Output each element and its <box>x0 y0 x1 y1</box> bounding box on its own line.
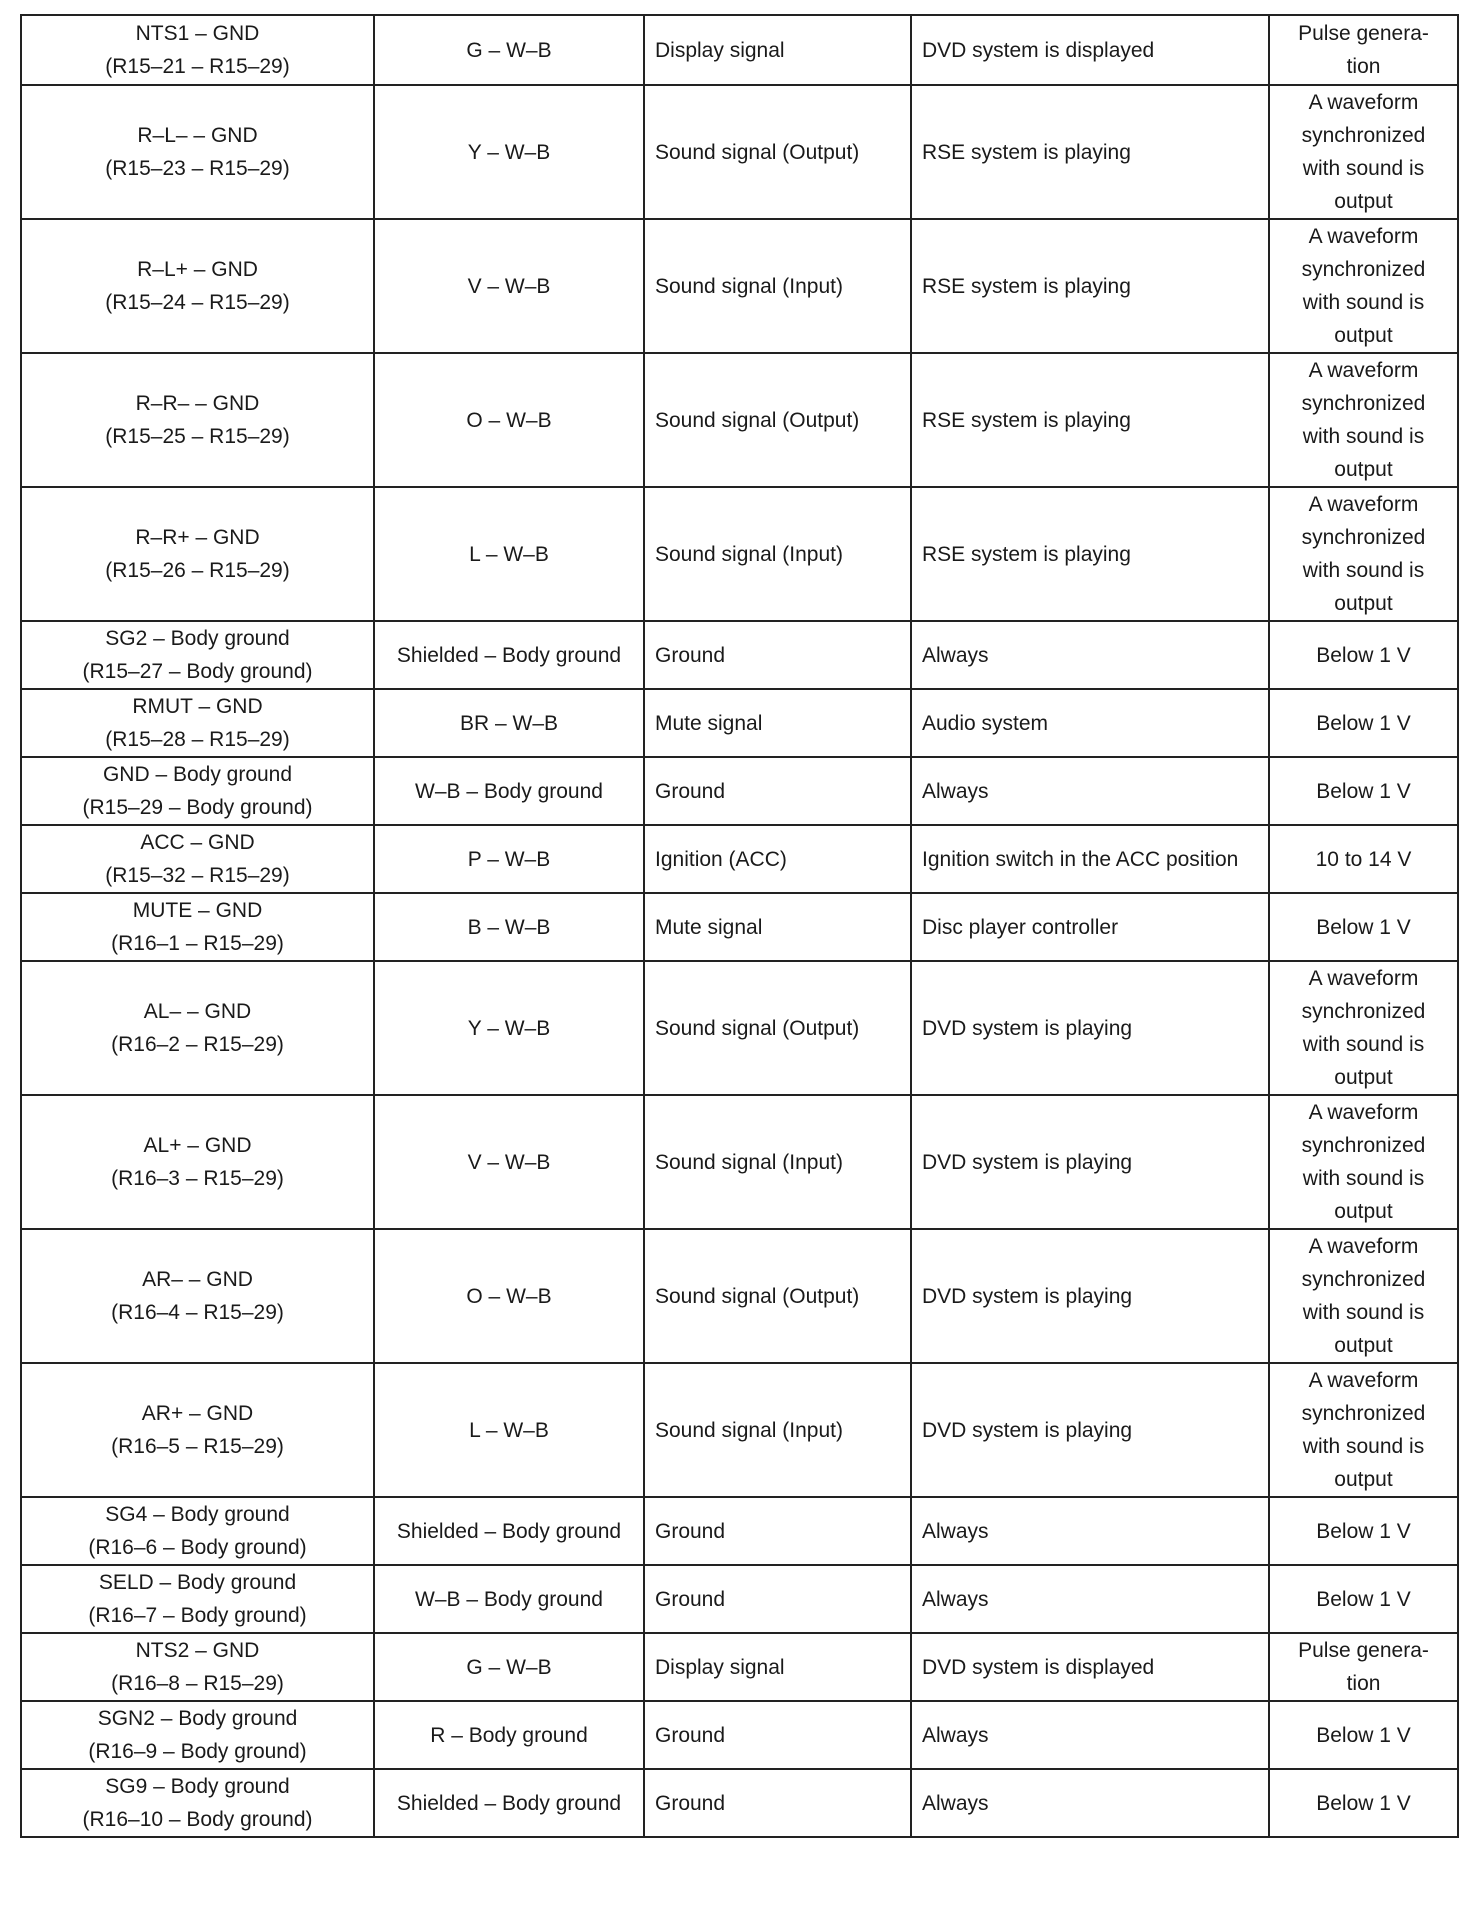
terminal-line: SG4 – Body ground <box>105 1503 290 1526</box>
terminal-cell <box>21 85 374 219</box>
terminal-line: (R16–3 – R15–29) <box>111 1167 284 1190</box>
specified-condition-cell <box>1269 353 1458 487</box>
terminal-cell <box>21 621 374 689</box>
table-row <box>21 825 1458 893</box>
description-text: Sound signal (Input) <box>655 542 843 566</box>
spec-line: synchronized <box>1301 124 1426 147</box>
table-row <box>21 1633 1458 1701</box>
condition-text: DVD system is playing <box>922 1150 1133 1174</box>
terminal-line: MUTE – GND <box>132 899 263 922</box>
wire-text: W–B – Body ground <box>415 1587 603 1611</box>
spec-line: output <box>1334 458 1393 481</box>
specified-condition-cell <box>1269 621 1458 689</box>
condition-cell <box>911 219 1269 353</box>
terminal-cell <box>21 1497 374 1565</box>
description-cell <box>644 757 911 825</box>
spec-line: Below 1 V <box>1316 1723 1411 1747</box>
spec-line: Below 1 V <box>1316 1519 1411 1543</box>
wiring-color-cell <box>374 353 644 487</box>
spec-line: A waveform <box>1308 1369 1419 1392</box>
table-row <box>21 1095 1458 1229</box>
spec-line: A waveform <box>1308 91 1419 114</box>
table-row <box>21 689 1458 757</box>
wire-text: Shielded – Body ground <box>396 1519 622 1543</box>
condition-text: Disc player controller <box>922 915 1119 939</box>
description-cell <box>644 1633 911 1701</box>
description-cell <box>644 689 911 757</box>
description-cell <box>644 1565 911 1633</box>
spec-line: output <box>1334 592 1393 615</box>
condition-cell <box>911 1633 1269 1701</box>
terminal-line: R–R– – GND <box>135 392 260 415</box>
wire-text: BR – W–B <box>459 711 559 735</box>
spec-line: tion <box>1346 55 1381 78</box>
terminal-cell <box>21 1363 374 1497</box>
condition-text: Always <box>922 1587 989 1611</box>
condition-cell <box>911 689 1269 757</box>
table-row <box>21 353 1458 487</box>
spec-line: synchronized <box>1301 1000 1426 1023</box>
terminal-line: NTS2 – GND <box>135 1639 260 1662</box>
spec-line: with sound is <box>1302 1167 1425 1190</box>
wire-text: G – W–B <box>466 1655 552 1679</box>
wire-text: O – W–B <box>466 408 552 432</box>
description-text: Sound signal (Input) <box>655 274 843 298</box>
wiring-color-cell <box>374 1769 644 1837</box>
description-text: Ignition (ACC) <box>655 847 787 871</box>
specified-condition-cell <box>1269 85 1458 219</box>
specified-condition-cell <box>1269 1363 1458 1497</box>
condition-cell <box>911 1229 1269 1363</box>
description-text: Sound signal (Output) <box>655 140 860 164</box>
condition-cell <box>911 961 1269 1095</box>
terminal-line: AL– – GND <box>143 1000 252 1023</box>
terminal-line: (R15–25 – R15–29) <box>105 425 290 448</box>
terminal-line: (R15–28 – R15–29) <box>105 728 290 751</box>
wire-text: W–B – Body ground <box>415 779 603 803</box>
condition-text: Always <box>922 779 989 803</box>
table-body <box>21 15 1458 1837</box>
wire-text: O – W–B <box>466 1284 552 1308</box>
description-cell <box>644 1229 911 1363</box>
wiring-color-cell <box>374 825 644 893</box>
specified-condition-cell <box>1269 1565 1458 1633</box>
spec-line: tion <box>1346 1672 1381 1695</box>
condition-text: DVD system is displayed <box>922 1655 1155 1679</box>
specified-condition-cell <box>1269 893 1458 961</box>
wiring-color-cell <box>374 893 644 961</box>
description-text: Ground <box>655 1519 726 1543</box>
specified-condition-cell <box>1269 1229 1458 1363</box>
terminal-line: ACC – GND <box>140 831 255 854</box>
description-text: Mute signal <box>655 711 763 735</box>
spec-line: with sound is <box>1302 157 1425 180</box>
terminal-spec-table <box>20 14 1459 1838</box>
condition-cell <box>911 487 1269 621</box>
description-text: Sound signal (Output) <box>655 1284 860 1308</box>
table-row <box>21 219 1458 353</box>
terminal-line: (R16–10 – Body ground) <box>82 1808 313 1831</box>
condition-cell <box>911 15 1269 85</box>
description-cell <box>644 353 911 487</box>
spec-line: A waveform <box>1308 967 1419 990</box>
wire-text: Shielded – Body ground <box>396 643 622 667</box>
terminal-line: (R15–21 – R15–29) <box>105 55 290 78</box>
spec-line: Below 1 V <box>1316 711 1411 735</box>
wiring-color-cell <box>374 1565 644 1633</box>
wire-text: Shielded – Body ground <box>396 1791 622 1815</box>
specified-condition-cell <box>1269 689 1458 757</box>
condition-cell <box>911 1497 1269 1565</box>
condition-text: RSE system is playing <box>922 408 1131 432</box>
terminal-line: (R16–1 – R15–29) <box>111 932 284 955</box>
spec-line: Below 1 V <box>1316 779 1411 803</box>
table-row <box>21 621 1458 689</box>
terminal-line: (R16–6 – Body ground) <box>88 1536 307 1559</box>
condition-cell <box>911 1769 1269 1837</box>
spec-line: with sound is <box>1302 1033 1425 1056</box>
wiring-color-cell <box>374 1229 644 1363</box>
terminal-cell <box>21 1633 374 1701</box>
condition-cell <box>911 621 1269 689</box>
terminal-cell <box>21 1095 374 1229</box>
spec-line: A waveform <box>1308 1235 1419 1258</box>
specified-condition-cell <box>1269 1701 1458 1769</box>
condition-text: Always <box>922 1791 989 1815</box>
terminal-line: (R16–4 – R15–29) <box>111 1301 284 1324</box>
description-text: Display signal <box>655 1655 785 1679</box>
spec-line: output <box>1334 1334 1393 1357</box>
terminal-line: AR– – GND <box>142 1268 253 1291</box>
condition-cell <box>911 85 1269 219</box>
table-row <box>21 15 1458 85</box>
specified-condition-cell <box>1269 1769 1458 1837</box>
wire-text: V – W–B <box>467 274 551 298</box>
terminal-line: (R16–7 – Body ground) <box>88 1604 307 1627</box>
table-row <box>21 1565 1458 1633</box>
description-text: Ground <box>655 643 726 667</box>
terminal-line: (R16–9 – Body ground) <box>88 1740 307 1763</box>
wire-text: G – W–B <box>466 38 552 62</box>
description-cell <box>644 961 911 1095</box>
description-cell <box>644 621 911 689</box>
condition-cell <box>911 1701 1269 1769</box>
wire-text: L – W–B <box>469 542 549 566</box>
terminal-cell <box>21 689 374 757</box>
spec-line: Below 1 V <box>1316 915 1411 939</box>
condition-text: DVD system is playing <box>922 1418 1133 1442</box>
spec-line: A waveform <box>1308 493 1419 516</box>
specified-condition-cell <box>1269 219 1458 353</box>
terminal-line: RMUT – GND <box>132 695 263 718</box>
description-text: Ground <box>655 1723 726 1747</box>
description-cell <box>644 893 911 961</box>
terminal-cell <box>21 219 374 353</box>
spec-line: 10 to 14 V <box>1315 847 1412 871</box>
wiring-color-cell <box>374 961 644 1095</box>
description-text: Sound signal (Output) <box>655 1016 860 1040</box>
wiring-color-cell <box>374 1633 644 1701</box>
spec-line: Below 1 V <box>1316 1587 1411 1611</box>
specified-condition-cell <box>1269 487 1458 621</box>
wire-text: P – W–B <box>467 847 551 871</box>
description-text: Ground <box>655 1587 726 1611</box>
spec-line: A waveform <box>1308 225 1419 248</box>
spec-line: output <box>1334 1468 1393 1491</box>
terminal-cell <box>21 1565 374 1633</box>
condition-text: Audio system <box>922 711 1049 735</box>
description-cell <box>644 1497 911 1565</box>
terminal-cell <box>21 1229 374 1363</box>
description-cell <box>644 1363 911 1497</box>
table-row <box>21 85 1458 219</box>
condition-cell <box>911 353 1269 487</box>
wire-text: B – W–B <box>467 915 551 939</box>
condition-cell <box>911 825 1269 893</box>
specified-condition-cell <box>1269 1633 1458 1701</box>
spec-line: Below 1 V <box>1316 1791 1411 1815</box>
spec-line: with sound is <box>1302 1435 1425 1458</box>
spec-line: with sound is <box>1302 1301 1425 1324</box>
condition-cell <box>911 1565 1269 1633</box>
description-cell <box>644 1769 911 1837</box>
wiring-color-cell <box>374 1095 644 1229</box>
condition-text: Always <box>922 643 989 667</box>
wire-text: R – Body ground <box>430 1723 588 1747</box>
wiring-color-cell <box>374 15 644 85</box>
terminal-cell <box>21 757 374 825</box>
spec-line: Pulse genera- <box>1298 22 1429 45</box>
terminal-cell <box>21 15 374 85</box>
terminal-line: (R16–8 – R15–29) <box>111 1672 284 1695</box>
spec-line: output <box>1334 1066 1393 1089</box>
table-row <box>21 1363 1458 1497</box>
terminal-cell <box>21 1769 374 1837</box>
condition-text: RSE system is playing <box>922 140 1131 164</box>
condition-text: Always <box>922 1723 989 1747</box>
terminal-line: AR+ – GND <box>141 1402 254 1425</box>
spec-line: Pulse genera- <box>1298 1639 1429 1662</box>
spec-line: with sound is <box>1302 425 1425 448</box>
wire-text: Y – W–B <box>467 1016 551 1040</box>
terminal-line: (R16–2 – R15–29) <box>111 1033 284 1056</box>
terminal-cell <box>21 1701 374 1769</box>
terminal-line: (R15–29 – Body ground) <box>82 796 313 819</box>
table-row <box>21 1701 1458 1769</box>
condition-cell <box>911 893 1269 961</box>
wire-text: Y – W–B <box>467 140 551 164</box>
condition-text: RSE system is playing <box>922 274 1131 298</box>
spec-line: output <box>1334 1200 1393 1223</box>
table-row <box>21 893 1458 961</box>
description-cell <box>644 15 911 85</box>
terminal-line: (R15–23 – R15–29) <box>105 157 290 180</box>
spec-line: synchronized <box>1301 1134 1426 1157</box>
condition-text: Ignition switch in the ACC position <box>922 847 1239 871</box>
spec-line: synchronized <box>1301 1402 1426 1425</box>
specified-condition-cell <box>1269 1497 1458 1565</box>
terminal-line: AL+ – GND <box>143 1134 252 1157</box>
terminal-line: R–L+ – GND <box>137 258 258 281</box>
spec-line: synchronized <box>1301 1268 1426 1291</box>
description-text: Sound signal (Input) <box>655 1150 843 1174</box>
wiring-color-cell <box>374 219 644 353</box>
terminal-line: R–L– – GND <box>137 124 258 147</box>
spec-line: output <box>1334 190 1393 213</box>
terminal-line: (R15–26 – R15–29) <box>105 559 290 582</box>
wiring-color-cell <box>374 621 644 689</box>
wiring-color-cell <box>374 85 644 219</box>
description-text: Display signal <box>655 38 785 62</box>
wiring-color-cell <box>374 1497 644 1565</box>
condition-text: DVD system is playing <box>922 1284 1133 1308</box>
description-cell <box>644 1095 911 1229</box>
terminal-line: (R15–27 – Body ground) <box>82 660 313 683</box>
terminal-line: SG2 – Body ground <box>105 627 290 650</box>
specified-condition-cell <box>1269 15 1458 85</box>
description-cell <box>644 85 911 219</box>
spec-line: synchronized <box>1301 392 1426 415</box>
table-row <box>21 1229 1458 1363</box>
condition-text: RSE system is playing <box>922 542 1131 566</box>
terminal-line: SELD – Body ground <box>98 1571 297 1594</box>
spec-line: Below 1 V <box>1316 643 1411 667</box>
terminal-line: (R15–24 – R15–29) <box>105 291 290 314</box>
table-row <box>21 961 1458 1095</box>
wiring-color-cell <box>374 757 644 825</box>
description-cell <box>644 219 911 353</box>
terminal-line: SG9 – Body ground <box>105 1775 290 1798</box>
description-cell <box>644 1701 911 1769</box>
wire-text: V – W–B <box>467 1150 551 1174</box>
table-row <box>21 757 1458 825</box>
specified-condition-cell <box>1269 757 1458 825</box>
spec-line: output <box>1334 324 1393 347</box>
terminal-line: NTS1 – GND <box>135 22 260 45</box>
table-row <box>21 487 1458 621</box>
specified-condition-cell <box>1269 1095 1458 1229</box>
condition-cell <box>911 1363 1269 1497</box>
terminal-line: (R16–5 – R15–29) <box>111 1435 284 1458</box>
description-text: Sound signal (Input) <box>655 1418 843 1442</box>
terminal-cell <box>21 893 374 961</box>
terminal-line: R–R+ – GND <box>135 526 260 549</box>
terminal-cell <box>21 487 374 621</box>
condition-text: DVD system is displayed <box>922 38 1155 62</box>
condition-text: Always <box>922 1519 989 1543</box>
terminal-line: SGN2 – Body ground <box>97 1707 298 1730</box>
table-row <box>21 1497 1458 1565</box>
spec-line: synchronized <box>1301 526 1426 549</box>
spec-line: synchronized <box>1301 258 1426 281</box>
description-cell <box>644 487 911 621</box>
spec-line: with sound is <box>1302 291 1425 314</box>
spec-line: with sound is <box>1302 559 1425 582</box>
terminal-cell <box>21 825 374 893</box>
specified-condition-cell <box>1269 825 1458 893</box>
description-text: Ground <box>655 1791 726 1815</box>
description-text: Ground <box>655 779 726 803</box>
spec-line: A waveform <box>1308 1101 1419 1124</box>
specified-condition-cell <box>1269 961 1458 1095</box>
condition-cell <box>911 757 1269 825</box>
table-row <box>21 1769 1458 1837</box>
condition-text: DVD system is playing <box>922 1016 1133 1040</box>
terminal-line: (R15–32 – R15–29) <box>105 864 290 887</box>
terminal-line: GND – Body ground <box>102 763 293 786</box>
wiring-color-cell <box>374 1701 644 1769</box>
wiring-color-cell <box>374 689 644 757</box>
description-text: Sound signal (Output) <box>655 408 860 432</box>
description-text: Mute signal <box>655 915 763 939</box>
terminal-cell <box>21 961 374 1095</box>
spec-line: A waveform <box>1308 359 1419 382</box>
condition-cell <box>911 1095 1269 1229</box>
description-cell <box>644 825 911 893</box>
terminal-cell <box>21 353 374 487</box>
wiring-color-cell <box>374 487 644 621</box>
wire-text: L – W–B <box>469 1418 549 1442</box>
wiring-color-cell <box>374 1363 644 1497</box>
